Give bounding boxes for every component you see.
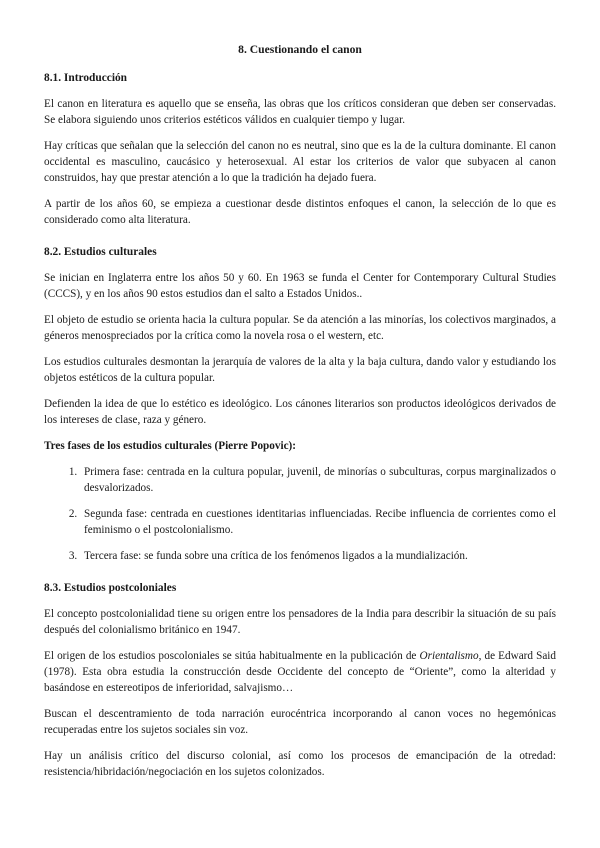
paragraph: El objeto de estudio se orienta hacia la cultura popular. Se da atención a las minorías, los colectivos marginados, a géneros menospreciados por la crítica como la novela rosa o el western, etc. <box>44 314 556 342</box>
section-estudios-postcoloniales <box>44 580 556 780</box>
paragraph: El canon en literatura es aquello que se enseña, las obras que los críticos consideran que deben ser conservadas. Se elabora siguiendo unos criterios estéticos válidos en cualquier tiempo y lugar. <box>44 98 556 126</box>
section-heading: 8.1. Introducción <box>44 72 128 84</box>
paragraph <box>44 648 556 696</box>
paragraph: Se inician en Inglaterra entre los años 50 y 60. En 1963 se funda el Center for Contemporary Cultural Studies (CCCS), y en los años 90 estos estudios dan el salto a Estados Unidos.. <box>44 272 556 300</box>
list-item: 1. Primera fase: centrada en la cultura popular, juvenil, de minorías o subculturas, corpus marginalizados o desvalorizados. <box>80 464 556 496</box>
section-estudios-culturales <box>44 244 556 564</box>
section-introduccion <box>44 70 556 228</box>
paragraph: A partir de los años 60, se empieza a cuestionar desde distintos enfoques el canon, la selección de lo que es considerado como alta literatura. <box>44 198 556 226</box>
list-item: 3. Tercera fase: se funda sobre una crítica de los fenómenos ligados a la mundialización. <box>80 548 556 564</box>
list-item: 2. Segunda fase: centrada en cuestiones identitarias influenciadas. Recibe influencia de corrientes como el feminismo o el postcolonialismo. <box>80 506 556 538</box>
paragraph: El concepto postcolonialidad tiene su origen entre los pensadores de la India para describir la situación de su país después del colonialismo británico en 1947. <box>44 608 556 636</box>
text-run: , de Edward Said (1978). Esta obra estudia la construcción desde Occidente del concepto de “Oriente”, como la alteridad y basándose en estereotipos de inferioridad, salvajismo… <box>44 650 556 694</box>
paragraph: Hay un análisis crítico del discurso colonial, así como los procesos de emancipación de la otredad: resistencia/hibridación/negociación en los sujetos colonizados. <box>44 750 556 778</box>
section-heading: 8.2. Estudios culturales <box>44 246 157 258</box>
paragraph: Los estudios culturales desmontan la jerarquía de valores de la alta y la baja cultura, dando valor y estudiando los objetos estéticos de la cultura popular. <box>44 356 556 384</box>
page-title: 8. Cuestionando el canon <box>238 43 362 56</box>
text-run: El origen de los estudios poscoloniales se sitúa habitualmente en la publicación de <box>44 650 420 662</box>
paragraph: Hay críticas que señalan que la selección del canon no es neutral, sino que es la de la cultura dominante. El canon occidental es masculino, caucásico y heterosexual. Al estar los criterios de valor que subyacen al canon construidos, hay que prestar atención a lo que la tradición ha dejado fuera. <box>44 140 556 184</box>
phases-list <box>44 464 556 564</box>
section-heading: 8.3. Estudios postcoloniales <box>44 582 177 594</box>
paragraph: Defienden la idea de que lo estético es ideológico. Los cánones literarios son productos ideológicos derivados de los intereses de clase, raza y género. <box>44 398 556 426</box>
book-title: Orientalismo <box>419 650 479 662</box>
phases-heading: Tres fases de los estudios culturales (Pierre Popovic): <box>44 440 296 452</box>
paragraph: Buscan el descentramiento de toda narración eurocéntrica incorporando al canon voces no hegemónicas recuperadas entre los sujetos sociales sin voz. <box>44 708 556 736</box>
